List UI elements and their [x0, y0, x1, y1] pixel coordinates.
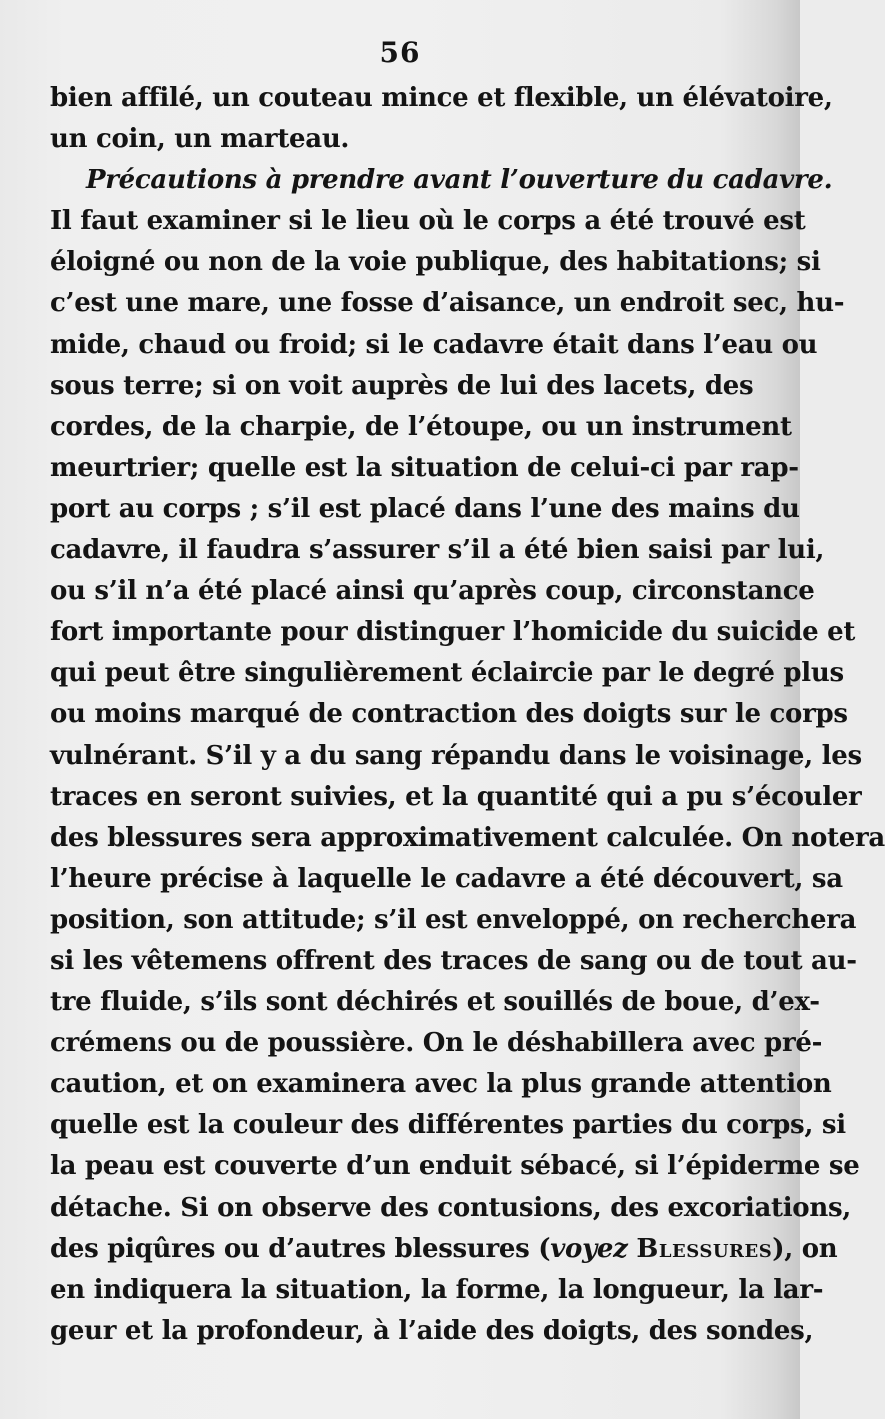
text-line: qui peut être singulièrement éclaircie par le degré plus [50, 658, 844, 689]
text-line: l’heure précise à laquelle le cadavre a été découvert, sa [50, 863, 843, 894]
text-line: mide, chaud ou froid; si le cadavre était dans l’eau ou [50, 329, 818, 360]
text-line: cordes, de la charpie, de l’étoupe, ou un instrument [50, 411, 792, 442]
text-line: tre fluide, s’ils sont déchirés et souillés de boue, d’ex- [50, 987, 820, 1018]
text-line: Il faut examiner si le lieu où le corps a été trouvé est [50, 206, 806, 237]
text-line: meurtrier; quelle est la situation de celui-ci par rap- [50, 452, 799, 483]
text-line: position, son attitude; s’il est enveloppé, on recherchera [50, 904, 857, 935]
text-line: quelle est la couleur des différentes parties du corps, si [50, 1110, 846, 1141]
text-line: crémens ou de poussière. On le déshabillera avec pré- [50, 1028, 823, 1059]
text-line: port au corps ; s’il est placé dans l’une des mains du [50, 493, 800, 524]
text-line: un coin, un marteau. [50, 124, 350, 155]
text-line: éloigné ou non de la voie publique, des habitations; si [50, 247, 821, 278]
text-line: ou s’il n’a été placé ainsi qu’après coup, circonstance [50, 576, 815, 607]
text-line: sous terre; si on voit auprès de lui des lacets, des [50, 370, 754, 401]
text-line: la peau est couverte d’un enduit sébacé, si l’épiderme se [50, 1151, 860, 1182]
cross-reference-smallcaps: Blessures [636, 1233, 773, 1264]
body-text [50, 78, 885, 1352]
text-line: fort importante pour distinguer l’homicide du suicide et [50, 617, 856, 648]
text-line: cadavre, il faudra s’assurer s’il a été bien saisi par lui, [50, 535, 825, 566]
text-segment: ), on [772, 1233, 838, 1264]
text-line: des blessures sera approximativement calculée. On notera [50, 822, 885, 853]
text-line: c’est une mare, une fosse d’aisance, un endroit sec, hu- [50, 288, 845, 319]
page-number: 56 [379, 36, 421, 69]
text-line: vulnérant. S’il y a du sang répandu dans le voisinage, les [50, 740, 862, 771]
text-line: geur et la profondeur, à l’aide des doigts, des sondes, [50, 1315, 814, 1346]
cross-reference-italic: voyez [550, 1233, 628, 1264]
text-line-with-reference [50, 1229, 838, 1270]
text-line: caution, et on examinera avec la plus grande attention [50, 1069, 832, 1100]
text-line: ou moins marqué de contraction des doigts sur le corps [50, 699, 848, 730]
text-line: bien affilé, un couteau mince et flexible, un élévatoire, [50, 83, 833, 113]
text-line: en indiquera la situation, la forme, la longueur, la lar- [50, 1274, 824, 1305]
text-line: traces en seront suivies, et la quantité qui a pu s’écouler [50, 781, 862, 812]
section-heading: Précautions à prendre avant l’ouverture du cadavre. [86, 165, 833, 196]
text-segment: des piqûres ou d’autres blessures ( [50, 1233, 551, 1264]
text-line: détache. Si on observe des contusions, des excoriations, [50, 1192, 852, 1223]
text-line: si les vêtemens offrent des traces de sang ou de tout au- [50, 945, 857, 976]
